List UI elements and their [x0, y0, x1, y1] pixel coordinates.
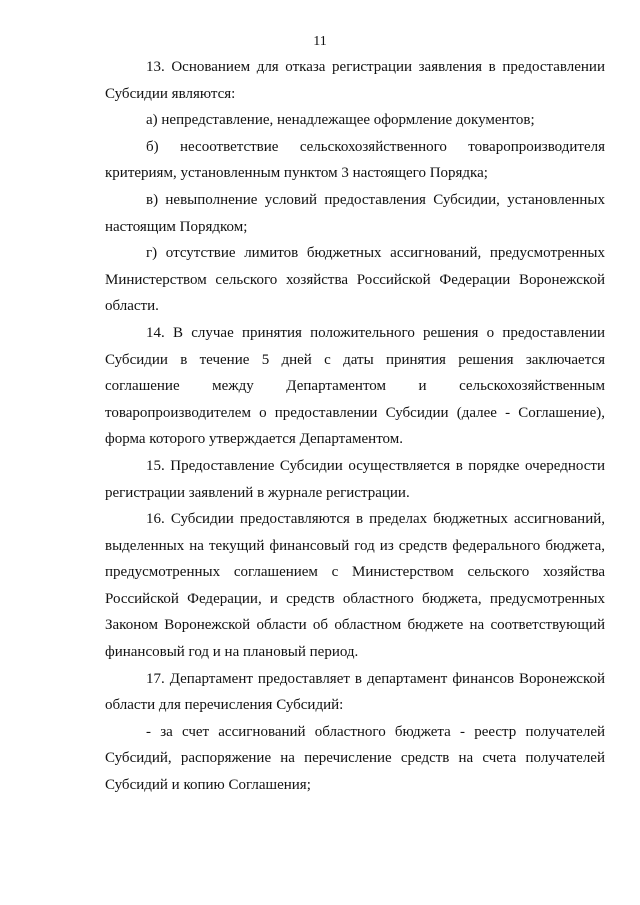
paragraph-13-item-g: г) отсутствие лимитов бюджетных ассигнований, предусмотренных Министерством сельского хозяйства Российской Федерации Воронежской области.: [105, 245, 605, 315]
paragraph-13-item-v: в) невыполнение условий предоставления Субсидии, установленных настоящим Порядком;: [105, 191, 605, 235]
paragraph-15: 15. Предоставление Субсидии осуществляется в порядке очередности регистрации заявлений в журнале регистрации.: [105, 457, 605, 501]
paragraph-14: 14. В случае принятия положительного решения о предоставлении Субсидии в течение 5 дней с даты принятия решения заключается соглашение между Департаментом и сельскохозяйственным товаропроизводителем о предоставлении Субсидии (далее - Соглашение), форма которого утверждается Департаментом.: [105, 324, 605, 448]
document-body: [105, 54, 605, 799]
paragraph-13: 13. Основанием для отказа регистрации заявления в предоставлении Субсидии являются:: [105, 59, 605, 102]
paragraph-17-item-1: - за счет ассигнований областного бюджета - реестр получателей Субсидий, распоряжение на перечисление средств на счета получателей Субсидий и копию Соглашения;: [105, 723, 605, 794]
paragraph-17: 17. Департамент предоставляет в департамент финансов Воронежской области для перечисления Субсидий:: [105, 670, 605, 714]
page-number: 11: [313, 34, 327, 49]
paragraph-13-item-b: б) несоответствие сельскохозяйственного товаропроизводителя критериям, установленным пунктом 3 настоящего Порядка;: [105, 138, 605, 182]
paragraph-16: 16. Субсидии предоставляются в пределах бюджетных ассигнований, выделенных на текущий финансовый год из средств федерального бюджета, предусмотренных соглашением с Министерством сельского хозяйства Российской Федерации, и средств областного бюджета, предусмотренных Законом Воронежской области об областном бюджете на соответствующий финансовый год и на плановый период.: [105, 511, 605, 661]
paragraph-13-item-a: а) непредставление, ненадлежащее оформление документов;: [146, 112, 535, 129]
